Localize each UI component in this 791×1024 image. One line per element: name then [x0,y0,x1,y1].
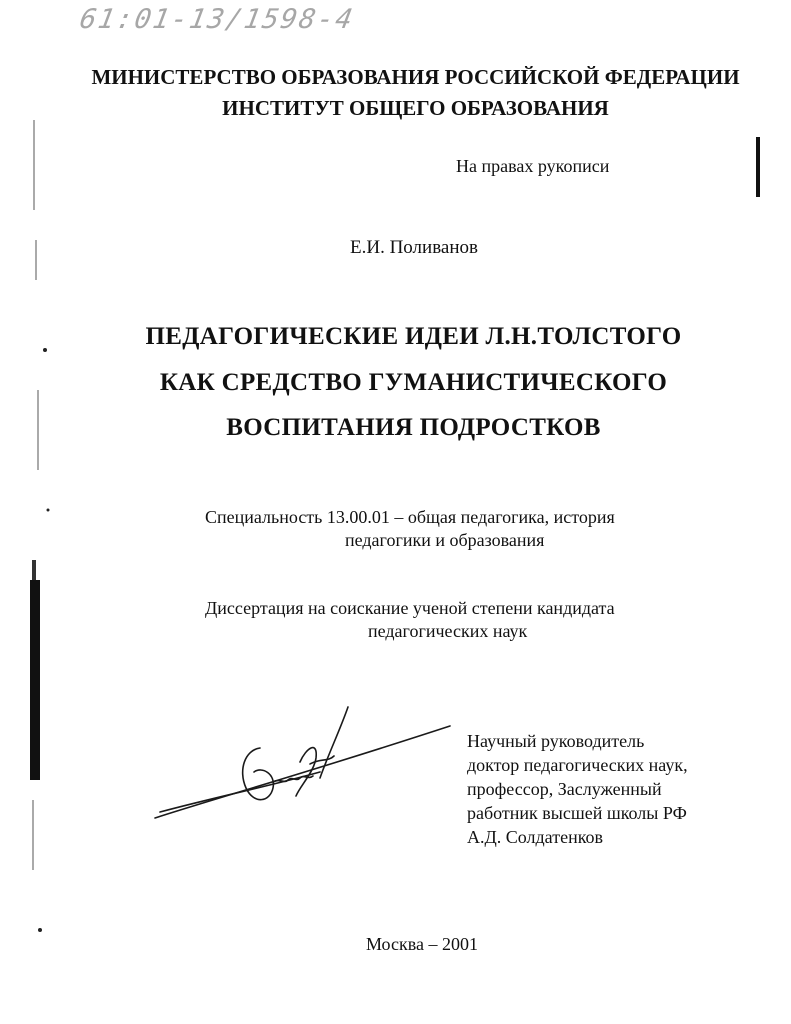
supervisor-line-4: работник высшей школы РФ [467,803,687,823]
dissertation-title-line-1: ПЕДАГОГИЧЕСКИЕ ИДЕИ Л.Н.ТОЛСТОГО [145,323,682,350]
supervisor-line-2: доктор педагогических наук, [467,755,688,775]
degree-line-2: педагогических наук [368,621,528,641]
degree-line-1: Диссертация на соискание ученой степени кандидата [205,598,615,618]
institute-name: ИНСТИТУТ ОБЩЕГО ОБРАЗОВАНИЯ [222,96,609,120]
specialty-line-2: педагогики и образования [345,530,545,550]
dissertation-title-line-2: КАК СРЕДСТВО ГУМАНИСТИЧЕСКОГО [159,369,668,396]
city-year: Москва – 2001 [366,934,478,954]
specialty-line-1: Специальность 13.00.01 – общая педагогика, история [205,507,615,527]
author-name: Е.И. Поливанов [350,237,478,258]
supervisor-line-1: Научный руководитель [467,731,645,751]
supervisor-line-5: А.Д. Солдатенков [467,827,604,847]
ministry-name: МИНИСТЕРСТВО ОБРАЗОВАНИЯ РОССИЙСКОЙ ФЕДЕРАЦИИ [91,65,740,89]
manuscript-note: На правах рукописи [456,156,610,176]
archive-number: 61:01-13/1598-4 [77,4,357,35]
dissertation-title-line-3: ВОСПИТАНИЯ ПОДРОСТКОВ [226,414,601,441]
supervisor-line-3: профессор, Заслуженный [467,779,662,799]
